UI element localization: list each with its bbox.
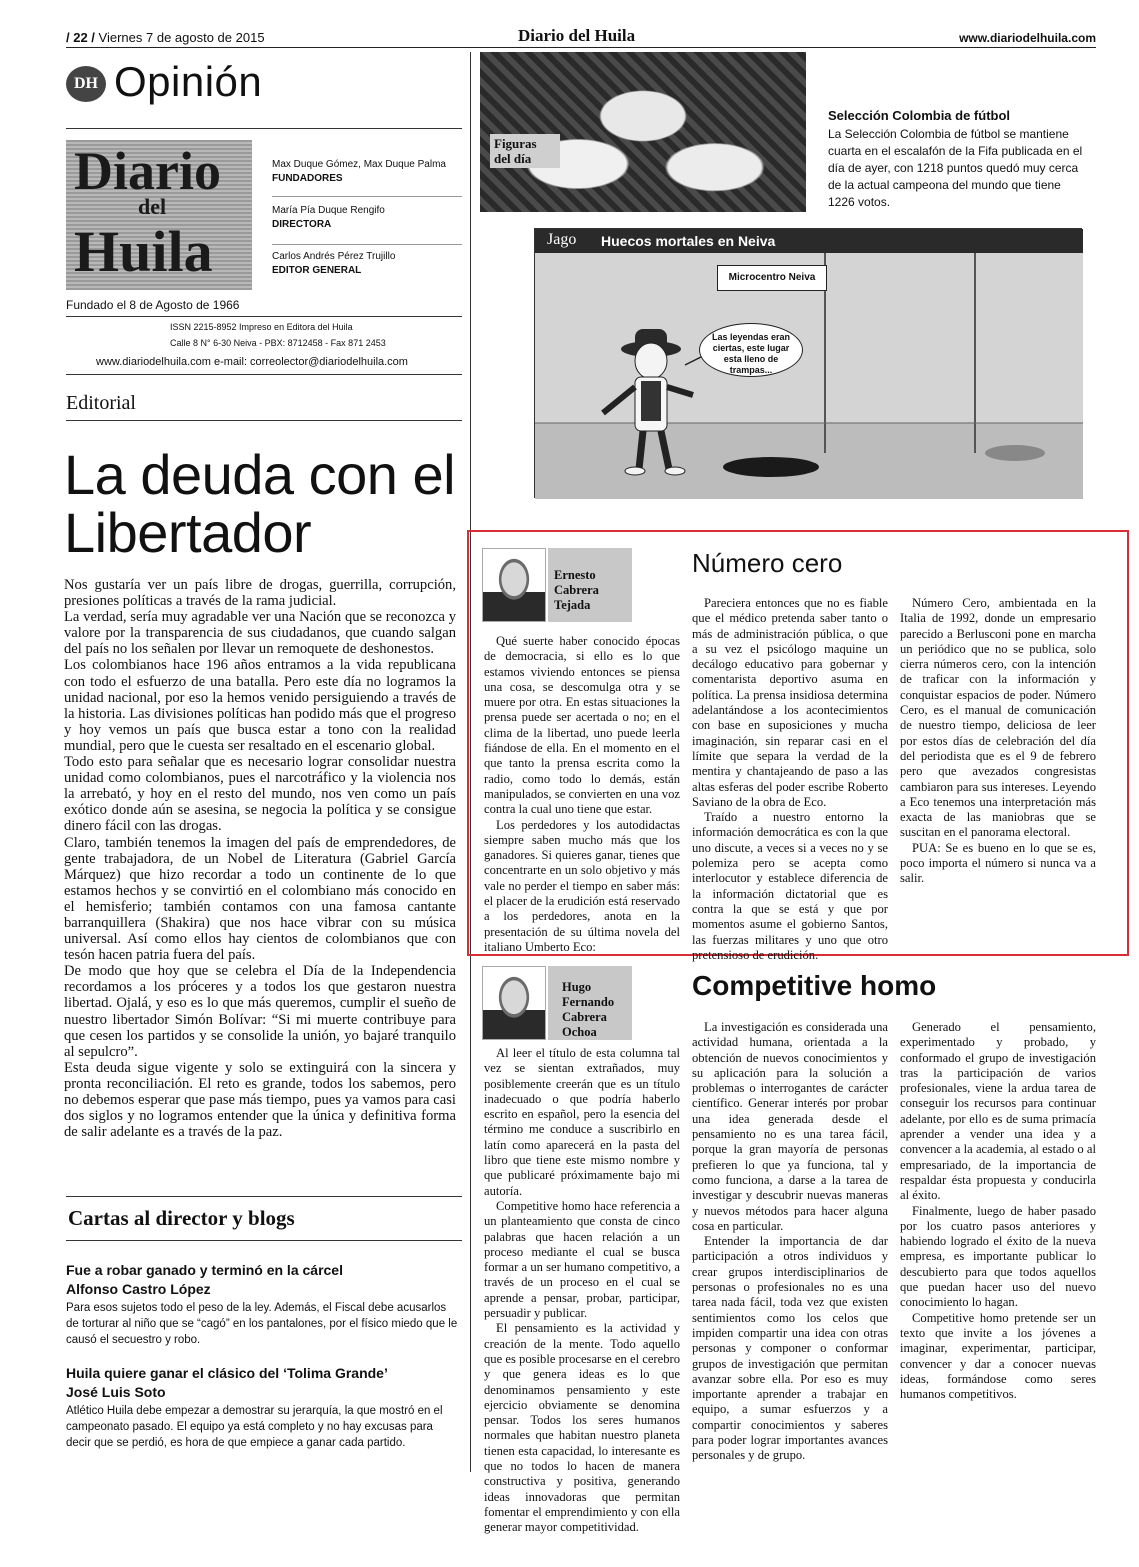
director-name: María Pía Duque Rengifo [272,205,385,216]
editorial-body [64,577,456,1177]
divider [272,196,462,197]
founders-names: Max Duque Gómez, Max Duque Palma [272,159,446,170]
staff-editor [272,250,462,278]
address: Calle 8 N° 6-30 Neiva - PBX: 8712458 - Fax 871 2453 [170,338,386,348]
director-role: DIRECTORA [272,219,332,230]
figuras-headline: Selección Colombia de fútbol [828,108,1011,123]
masthead: Diario del Huila [518,26,636,45]
divider [66,420,462,421]
cartoon [534,228,1082,498]
column-paragraph: Entender la importancia de dar participación a otros individuos y crear grupos interdisciplinarios de personas o profesionales no es una tarea nada fácil, toda vez que existen sentimientos como los celos que impiden compartir una idea con otras personas y componer o conformar grupos de investigación que permitan avanzar sobre ella. Por eso es muy importante aprender a trabajar en equipo, a sumar esfuerzos y a compartir conocimientos y saberes para poder lograr importantes avances personales y de grupo. [692,1234,888,1463]
author-name: Hugo Fernando Cabrera Ochoa [562,980,615,1039]
issue-date: Viernes 7 de agosto de 2015 [98,30,265,45]
column-text-3 [900,596,1096,940]
cartoon-sign: Microcentro Neiva [717,265,827,291]
column-title: Número cero [692,548,843,578]
top-strip [66,26,1096,48]
divider [272,244,462,245]
author-name: Ernesto Cabrera Tejada [554,568,599,612]
cartoon-title-bar [535,229,1083,253]
column-paragraph: PUA: Se es bueno en lo que se es, poco importa el número si nunca va a salir. [900,840,1096,886]
speech-bubble: Las leyendas eran ciertas, este lugar esta lleno de trampas... [699,323,803,377]
section-title: Opinión [114,58,263,105]
column-text-3 [900,1020,1096,1466]
column-text-2 [692,1020,888,1466]
column-text-1 [484,1046,680,1535]
divider [66,1196,462,1197]
dh-logo: DH [66,66,106,102]
figuras-label: Figuras del día [490,134,560,168]
founded-date: Fundado el 8 de Agosto de 1966 [66,298,240,312]
page-number: / 22 / [66,30,95,45]
logo-word-huila: Huila [74,219,213,284]
newspaper-logo [66,140,252,290]
team-photo [480,52,806,212]
editorial-label: Editorial [66,392,136,414]
column-paragraph: Pareciera entonces que no es fiable que el médico pretenda saber tanto o más de administración pública, o que a su vez el psicólogo maquine un decálogo educativo para gobernar y comentarista deportivo asuma en política. La prensa insidiosa determina adelantándose a los acontecimientos con base en suposiciones y mucha imaginación, sin reparar casi en el límite que separa la verdad de la mentira y chantajeando de paso a las altas esferas del poder escribe Roberto Saviano de la obra de Eco. [692,596,888,809]
editor-name: Carlos Andrés Pérez Trujillo [272,251,396,262]
column-paragraph: Número Cero, ambientada en la Italia de 1992, donde un empresario parecido a Berlusconi pone en marcha un periódico que no se publica, solo cierra números cero, con la intención de traficar con la información y conquistar espacios de poder. Número Cero, es el manual de comunicación de nuestro tiempo, deliciosa de leer por estos días de celebración del día del periodista que es el 9 de febrero pero que avezados congresistas cambiaron para sus intereses. Leyendo a Eco tenemos una interpretación más exacta de las maniobras que se suscitan en el panorama electoral. [900,596,1096,840]
column-paragraph: Competitive homo pretende ser un texto que invite a los jóvenes a imaginar, experimentar, participar, convencer y dar a conocer nuevas ideas, formándose como seres humanos competitivos. [900,1310,1096,1402]
column-paragraph: Traído a nuestro entorno la información democrática es con la que uno discute, a veces si a veces no y se polemiza pero se acepta como interlocutor y establece diferencia de la información dictatorial que es contra la que se está y que por momentos asume el gobierno Santos, las fuerzas militares y uno que otro pretensioso de erudición. [692,810,888,962]
editor-role: EDITOR GENERAL [272,265,362,276]
logo-word-diario: Diario [74,141,221,201]
column-paragraph: El pensamiento es la actividad y creación de la mente. Todo aquello que es posible procesarse en el cerebro y que genera ideas es lo que denominamos pensamiento y este ejercicio obviamente se denomina pensar. Todos los seres humanos normales que habitan nuestro planeta tienen esta capacidad, lo interesante es que no todos lo hacen de manera constructiva y positiva, generando ideas innovadoras que permitan fomentar el emprendimiento y con ella generar mayor competitividad. [484,1321,680,1535]
column-paragraph: Competitive homo hace referencia a un planteamiento que consta de cinco palabras que hacen relación a un proceso mediante el cual se busca formar a un ser humano competitivo, a través de un proceso en el cual se aprende a pensar, probar, participar, persuadir y publicar. [484,1198,680,1321]
column-paragraph: La investigación es considerada una actividad humana, orientada a la obtención de nuevos conocimientos y su aplicación para la solución a problemas o interrogantes de carácter científico. Generar interés por probar una idea generada desde el pensamiento no es una tarea fácil, porque la gran mayoría de personas prefieren lo que ya funciona, tal y como funciona, a darse a la tarea de investigar y descubrir nuevas maneras y nuevos métodos para hacer alguna cosa en particular. [692,1020,888,1233]
editorial-paragraph: Nos gustaría ver un país libre de drogas, guerrilla, corrupción, presiones políticas a través de la rama judicial. [64,577,456,610]
founders-role: FUNDADORES [272,173,343,184]
staff-director [272,204,462,232]
letter-author: José Luis Soto [66,1384,166,1400]
column-paragraph: Qué suerte haber conocido épocas de democracia, si ello es lo que estamos viviendo entonces se piensa una cosa, se descomulga otra y se muere por otra. En estas situaciones la prensa puede ser acertada o no; en el clima de la libertad, uno puede leerla fiándose de ella. En el momento en el que tanto la prensa escrita como la radio, como todo lo demás, están manipulados, se convierten en una voz contra la cual uno tiene que estar. [484,634,680,817]
divider [66,1240,462,1241]
divider [66,374,462,375]
figuras-text: La Selección Colombia de fútbol se mantiene cuarta en el escalafón de la Fifa publicada en el día de ayer, con 1218 puntos quedó muy cerca de la actual campeona del mundo que tiene 1226 votos. [828,127,1083,209]
site-url: www.diariodelhuila.com [959,31,1096,45]
cartoon-brand: Jago [547,231,577,248]
divider [66,128,462,129]
web-email: www.diariodelhuila.com e-mail: correolector@diariodelhuila.com [96,356,408,368]
editorial-title: La deuda con el Libertador [64,443,456,564]
column-text-2 [692,596,888,962]
letter-body: Atlético Huila debe empezar a demostrar su jerarquía, la que mostró en el campeonato pasado. El equipo ya está completo y no hay excusas para decir que se perdió, es hora de que empiece a ganar cada partido. [66,1405,443,1449]
issn: ISSN 2215-8952 Impreso en Editora del Huila [170,322,353,332]
letter-title: Huila quiere ganar el clásico del ‘Tolima Grande’ [66,1365,388,1381]
editorial-paragraph: De modo que hoy que se celebra el Día de la Independencia recordamos a los próceres y a todos los que gestaron nuestra libertad. Ojalá, y eso es lo que más queremos, cumplir el sueño de nuestro libertador Simón Bolívar: “Si mi muerte contribuye para que cesen los partidos y se consolide la unión, yo bajaré tranquilo al sepulcro”. [64,963,456,1060]
author-photo [482,966,546,1040]
editorial-paragraph: Claro, también tenemos la imagen del país de emprendedores, de gente trabajadora, de un Nobel de Literatura (Gabriel García Márquez) que hizo recordar a todo un continente de lo que estamos hechos y se convirtió en el colombiano más conocido en el hemisferio; también contamos con una famosa cantante barranquillera (Shakira) que nos hace vibrar con su música universal. Así como ellos hay cientos de colombianos que con tesón hacen patria fuera del país. [64,834,456,964]
author-photo [482,548,546,622]
editorial-paragraph: Todo esto para señalar que es necesario lograr consolidar nuestra unidad como colombianos, pues el narcotráfico y la violencia nos la arrebató, y hoy en el resto del mundo, nos ven como un país exótico donde aún se asesina, se negocia la política y se consigue dinero fácil con las drogas. [64,754,456,835]
letter-title: Fue a robar ganado y terminó en la cárcel [66,1262,343,1278]
column-text-1 [484,634,680,954]
column-paragraph: Generado el pensamiento, experimentado y probado, y conformado el grupo de investigación tras la participación de varios profesionales, viene la ardua tarea de conseguir los recursos para continuar adelante, por ello es de suma primacía aprender a vender una idea y a convencer a la academia, al estado o al empresariado, de la importancia de respaldar ésta propuesta y conducirla al éxito. [900,1020,1096,1203]
page-date-line [66,30,265,45]
column-paragraph: Al leer el título de esta columna tal vez se sientan extrañados, muy posiblemente creerán que es un título inadecuado o que podría haberlo escrito en español, pero la esencia del término me conduce a suscribirlo en latín como aparecerá en la pasta del libro que tiene este mismo nombre y que publicaré próximamente bajo mi autoría. [484,1046,680,1198]
column-title: Competitive homo [692,970,937,1001]
editorial-paragraph: La verdad, sería muy agradable ver una Nación que se reconozca y valore por la transparencia de sus ciudadanos, que cuando salgan del país no los señalen por llevar un remoquete de deshonestos. [64,609,456,658]
editorial-paragraph: Esta deuda sigue vigente y solo se extinguirá con la sincera y pronta reconciliación. El reto es grande, todos los sabemos, pero no debemos esperar que pase más tiempo, pues ya vamos para casi dos siglos y no logramos entender que la única y definitiva forma de salir adelante es a través de la paz. [64,1059,456,1141]
staff-founders [272,158,462,186]
letter-body: Para esos sujetos todo el peso de la ley. Además, el Fiscal debe acusarlos de torturar al niño que se “cagó” en los pantalones, por el físico miedo que le causó el secuestro y robo. [66,1302,458,1346]
letter-author: Alfonso Castro López [66,1281,211,1297]
editorial-paragraph: Los colombianos hace 196 años entramos a la vida republicana con todo el esfuerzo de una batalla. Pero este día no logramos la unidad nacional, por eso la hemos venido persiguiendo a través de la historia. Las divisiones políticas han podido más que el progreso y hoy vemos un país que busca estar a tono con la realidad mundial, pero que le cuesta ser resaltado en el escenario global. [64,657,456,754]
divider [66,316,462,317]
cartoon-title: Huecos mortales en Neiva [601,233,776,249]
column-paragraph: Finalmente, luego de haber pasado por los cuatro pasos anteriores y habiendo logrado el éxito de la nueva empresa, es importante publicar lo descubierto para que todos aquellos que puedan hacer uso del nuevo conocimiento lo hagan. [900,1203,1096,1310]
logo-word-del: del [138,194,167,219]
cartas-title: Cartas al director y blogs [68,1206,295,1230]
column-paragraph: Los perdedores y los autodidactas siempre saben mucho más que los ganadores. Si quieres ganar, tienes que concentrarte en un solo objetivo y más vale no perder el tiempo en saber más: el placer de la erudición está reservado a los perdedores, anota en la presentación de su última novela del italiano Umberto Eco: [484,817,680,954]
